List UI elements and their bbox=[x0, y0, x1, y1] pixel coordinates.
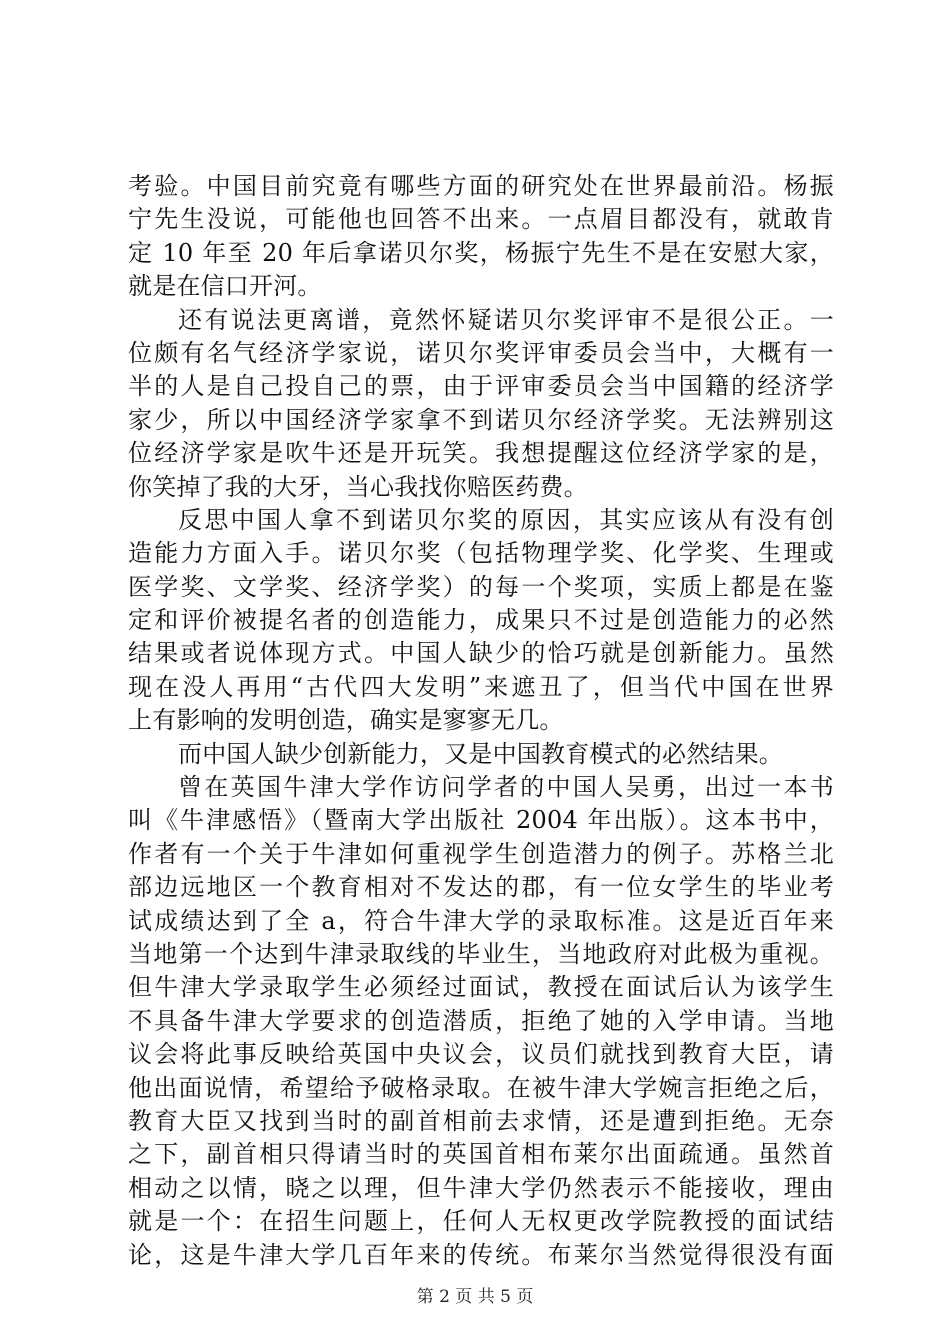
text-line: 还有说法更离谱，竟然怀疑诺贝尔奖评审不是很公正。一 bbox=[178, 305, 834, 334]
text-line: 相动之以情，晓之以理，但牛津大学仍然表示不能接收，理由 bbox=[128, 1173, 834, 1202]
paragraph bbox=[128, 170, 834, 304]
text-line: 位经济学家是吹牛还是开玩笑。我想提醒这位经济学家的是， bbox=[128, 439, 834, 468]
text-line: 你笑掉了我的大牙，当心我找你赔医药费。 bbox=[128, 472, 588, 501]
text-line: 医学奖、文学奖、经济学奖）的每一个奖项，实质上都是在鉴 bbox=[128, 572, 834, 601]
text-line: 定和评价被提名者的创造能力，成果只不过是创造能力的必然 bbox=[128, 606, 834, 635]
text-line: 作者有一个关于牛津如何重视学生创造潜力的例子。苏格兰北 bbox=[128, 839, 834, 868]
text-line: 教育大臣又找到当时的副首相前去求情，还是遭到拒绝。无奈 bbox=[128, 1106, 834, 1135]
text-line: 就是一个：在招生问题上，任何人无权更改学院教授的面试结 bbox=[128, 1207, 834, 1236]
paragraph bbox=[128, 771, 834, 1272]
text-line: 曾在英国牛津大学作访问学者的中国人吴勇，出过一本书 bbox=[178, 773, 834, 802]
text-line: 现在没人再用“古代四大发明”来遮丑了，但当代中国在世界 bbox=[128, 672, 834, 701]
text-line: 试成绩达到了全 a，符合牛津大学的录取标准。这是近百年来 bbox=[128, 906, 834, 935]
text-line: 反思中国人拿不到诺贝尔奖的原因，其实应该从有没有创 bbox=[178, 505, 834, 534]
text-line: 之下，副首相只得请当时的英国首相布莱尔出面疏通。虽然首 bbox=[128, 1140, 834, 1169]
paragraph bbox=[128, 504, 834, 738]
text-line: 定 10 年至 20 年后拿诺贝尔奖，杨振宁先生不是在安慰大家， bbox=[128, 238, 834, 267]
text-line: 结果或者说体现方式。中国人缺少的恰巧就是创新能力。虽然 bbox=[128, 639, 834, 668]
text-line: 上有影响的发明创造，确实是寥寥无几。 bbox=[128, 706, 564, 735]
text-line: 议会将此事反映给英国中央议会，议员们就找到教育大臣，请 bbox=[128, 1040, 834, 1069]
text-line: 半的人是自己投自己的票，由于评审委员会当中国籍的经济学 bbox=[128, 372, 834, 401]
text-line: 宁先生没说，可能他也回答不出来。一点眉目都没有，就敢肯 bbox=[128, 205, 834, 234]
text-line: 家少，所以中国经济学家拿不到诺贝尔经济学奖。无法辨别这 bbox=[128, 405, 834, 434]
text-line: 部边远地区一个教育相对不发达的郡，有一位女学生的毕业考 bbox=[128, 873, 834, 902]
document-body bbox=[128, 170, 834, 1272]
text-line: 不具备牛津大学要求的创造潜质，拒绝了她的入学申请。当地 bbox=[128, 1006, 834, 1035]
text-line: 但牛津大学录取学生必须经过面试，教授在面试后认为该学生 bbox=[128, 973, 834, 1002]
text-line: 而中国人缺少创新能力，又是中国教育模式的必然结果。 bbox=[178, 739, 783, 768]
paragraph bbox=[128, 738, 834, 771]
text-line: 他出面说情，希望给予破格录取。在被牛津大学婉言拒绝之后， bbox=[128, 1073, 834, 1102]
text-line: 叫《牛津感悟》（暨南大学出版社 2004 年出版）。这本书中， bbox=[128, 806, 834, 835]
text-line: 造能力方面入手。诺贝尔奖（包括物理学奖、化学奖、生理或 bbox=[128, 539, 834, 568]
text-line: 位颇有名气经济学家说，诺贝尔奖评审委员会当中，大概有一 bbox=[128, 338, 834, 367]
text-line: 当地第一个达到牛津录取线的毕业生，当地政府对此极为重视。 bbox=[128, 939, 834, 968]
paragraph bbox=[128, 304, 834, 504]
text-line: 论，这是牛津大学几百年来的传统。布莱尔当然觉得很没有面 bbox=[128, 1240, 834, 1269]
page-footer: 第 2 页 共 5 页 bbox=[416, 1287, 534, 1307]
text-line: 考验。中国目前究竟有哪些方面的研究处在世界最前沿。杨振 bbox=[128, 172, 834, 200]
text-line: 就是在信口开河。 bbox=[128, 272, 322, 301]
